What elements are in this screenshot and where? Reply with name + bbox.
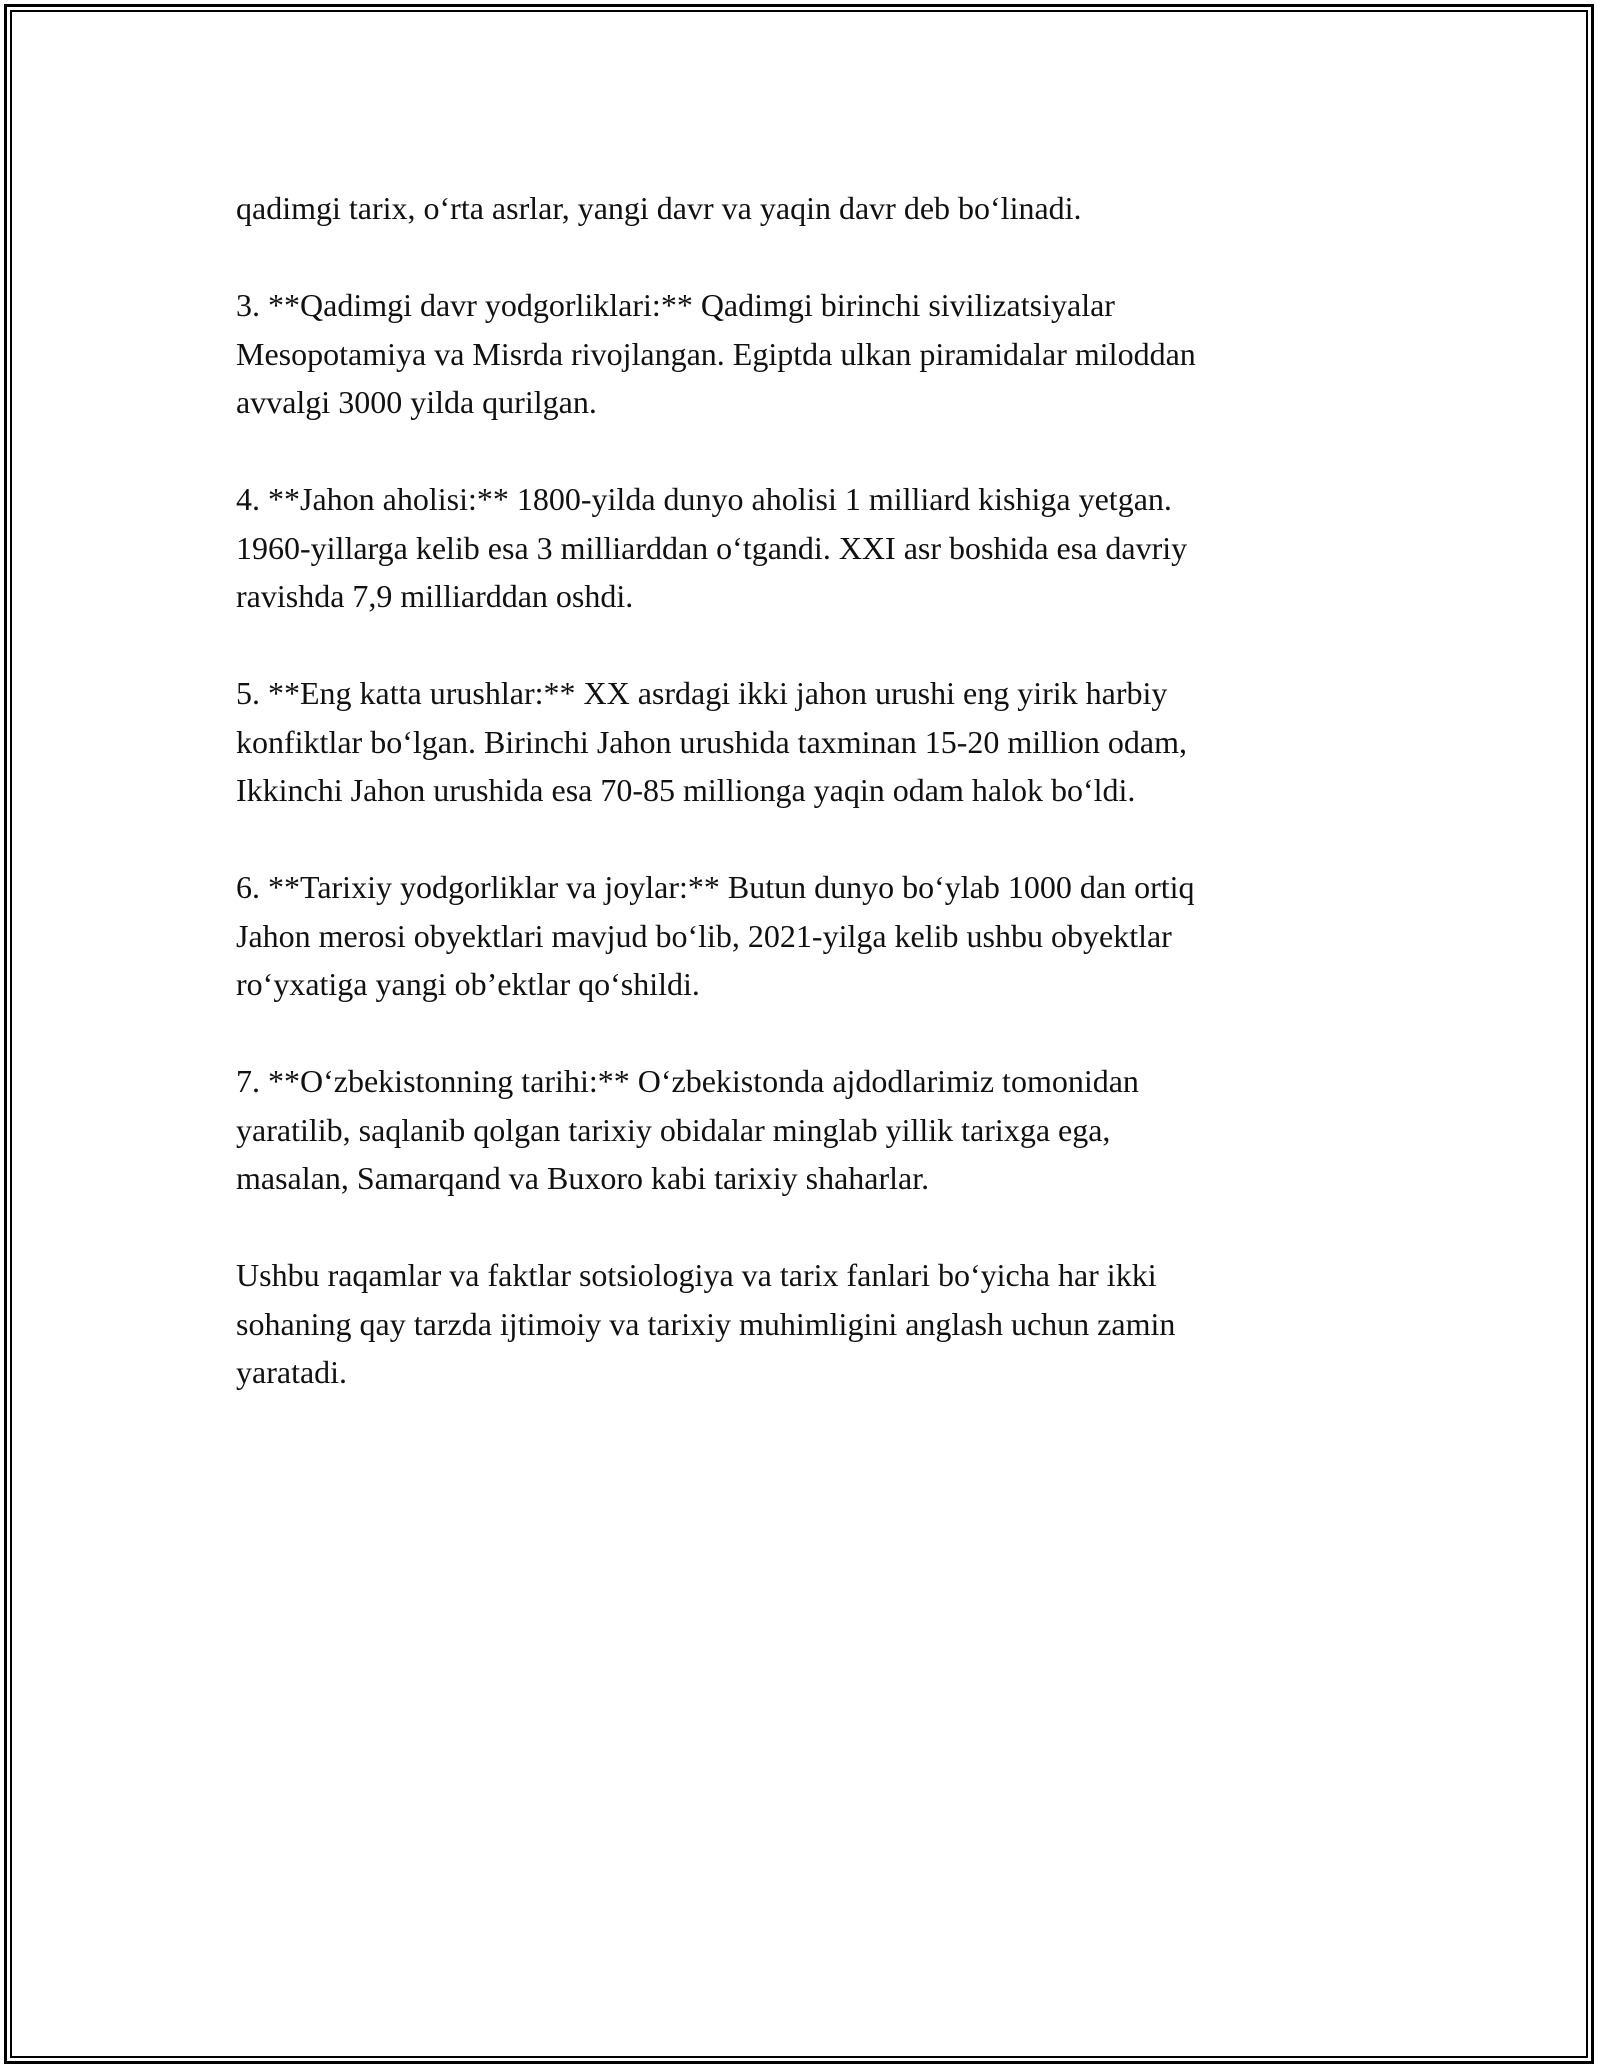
paragraph-historical-sites: 6. **Tarixiy yodgorliklar va joylar:** Butun dunyo bo‘ylab 1000 dan ortiq Jahon merosi obyektlari mavjud bo‘lib, 2021-yilga kelib ushbu obyektlar ro‘yxatiga yangi ob’ektlar qo‘shildi. <box>236 869 1195 1002</box>
paragraph-largest-wars: 5. **Eng katta urushlar:** XX asrdagi ikki jahon urushi eng yirik harbiy konfiktlar bo‘lgan. Birinchi Jahon urushida taxminan 15-20 million odam, Ikkinchi Jahon urushida esa 70-85 millionga yaqin odam halok bo‘ldi. <box>236 675 1187 808</box>
paragraph-ancient-monuments: 3. **Qadimgi davr yodgorliklari:** Qadimgi birinchi sivilizatsiyalar Mesopotamiya va Misrda rivojlangan. Egiptda ulkan piramidalar miloddan avvalgi 3000 yilda qurilgan. <box>236 287 1196 420</box>
document-body <box>236 184 1366 1445</box>
paragraph-intro-continuation: qadimgi tarix, o‘rta asrlar, yangi davr va yaqin davr deb bo‘linadi. <box>236 190 1082 226</box>
paragraph-uzbekistan-history: 7. **O‘zbekistonning tarihi:** O‘zbekistonda ajdodlarimiz tomonidan yaratilib, saqlanib qolgan tarixiy obidalar minglab yillik tarixga ega, masalan, Samarqand va Buxoro kabi tarixiy shaharlar. <box>236 1063 1139 1196</box>
paragraph-world-population: 4. **Jahon aholisi:** 1800-yilda dunyo aholisi 1 milliard kishiga yetgan. 1960-yillarga kelib esa 3 milliarddan o‘tgandi. XXI asr boshida esa davriy ravishda 7,9 milliarddan oshdi. <box>236 481 1188 614</box>
paragraph-conclusion: Ushbu raqamlar va faktlar sotsiologiya va tarix fanlari bo‘yicha har ikki sohaning qay tarzda ijtimoiy va tarixiy muhimligini anglash uchun zamin yaratadi. <box>236 1257 1176 1390</box>
